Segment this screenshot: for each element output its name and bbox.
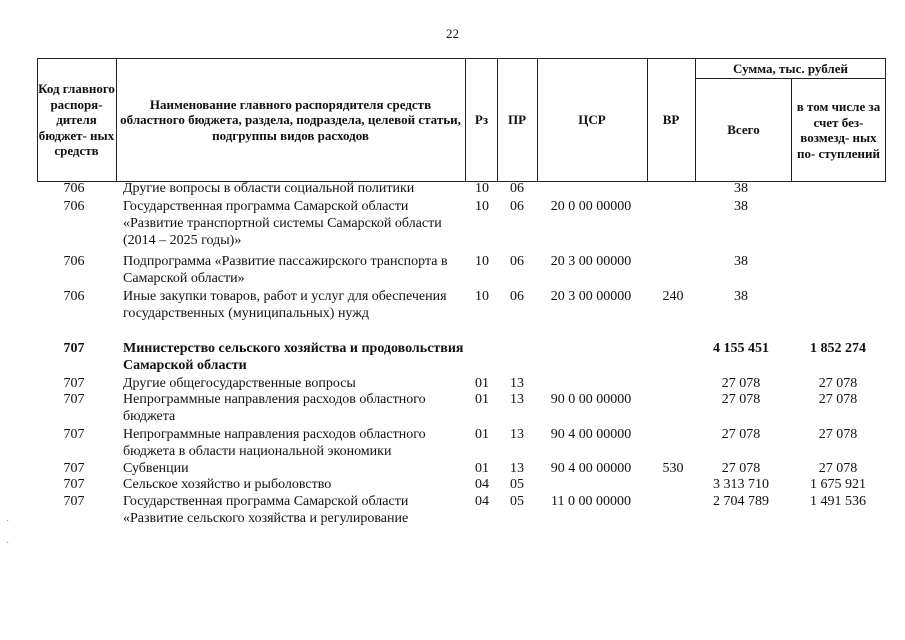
row-pr: 13 (510, 461, 524, 476)
row-csr: 90 0 00 00000 (550, 392, 632, 407)
page-number: 22 (446, 26, 459, 41)
row-rz: 01 (475, 376, 489, 391)
row-vr: 240 (662, 289, 684, 304)
header-total: Всего (727, 122, 760, 138)
header-rz: Рз (474, 112, 489, 128)
row-csr: 90 4 00 00000 (550, 461, 632, 476)
row-pr: 13 (510, 427, 524, 442)
row-total: 38 (734, 199, 748, 214)
row-rz: 01 (475, 392, 489, 407)
row-name: Подпрограмма «Развитие пассажирского транспорта в Самарской области» (123, 254, 448, 286)
row-total: 2 704 789 (713, 494, 769, 509)
row-rz: 10 (475, 199, 489, 214)
row-rz: 01 (475, 461, 489, 476)
row-name: Иные закупки товаров, работ и услуг для обеспечения государственных (муниципальных) нужд (123, 289, 447, 321)
row-total: 4 155 451 (713, 341, 769, 356)
row-rz: 04 (475, 477, 489, 492)
row-pr: 13 (510, 392, 524, 407)
row-total: 3 313 710 (713, 477, 769, 492)
row-code: 707 (63, 494, 85, 509)
row-name: Государственная программа Самарской области «Развитие транспортной системы Самарской области (2014 – 2025 годы)» (123, 199, 442, 248)
row-rz: 10 (475, 181, 489, 196)
row-name: Непрограммные направления расходов областного бюджета (123, 392, 426, 424)
scan-mark: · (6, 516, 10, 527)
row-free: 1 491 536 (810, 494, 866, 509)
row-free: 27 078 (818, 427, 858, 442)
row-total: 27 078 (721, 461, 761, 476)
table-header (37, 58, 886, 182)
row-code: 706 (63, 254, 85, 269)
row-code: 707 (63, 461, 85, 476)
row-free: 27 078 (818, 392, 858, 407)
header-vr: ВР (662, 112, 680, 128)
row-code: 707 (63, 477, 85, 492)
row-csr: 90 4 00 00000 (550, 427, 632, 442)
row-name: Государственная программа Самарской области «Развитие сельского хозяйства и регулирование (123, 494, 409, 526)
row-free: 1 852 274 (810, 341, 866, 356)
row-code: 706 (63, 199, 85, 214)
row-csr: 20 0 00 00000 (550, 199, 632, 214)
row-pr: 05 (510, 477, 524, 492)
header-free: в том числе за счет без- возмезд- ных по- ступлений (796, 99, 881, 161)
row-pr: 13 (510, 376, 524, 391)
row-rz: 01 (475, 427, 489, 442)
row-pr: 06 (510, 199, 524, 214)
row-code: 707 (63, 427, 85, 442)
row-total: 38 (734, 181, 748, 196)
col-border (885, 58, 886, 182)
row-rz: 04 (475, 494, 489, 509)
row-total: 27 078 (721, 376, 761, 391)
row-pr: 06 (510, 289, 524, 304)
row-total: 27 078 (721, 392, 761, 407)
row-total: 38 (734, 254, 748, 269)
row-name: Непрограммные направления расходов областного бюджета в области национальной экономики (123, 427, 426, 459)
row-name: Субвенции (123, 461, 189, 476)
row-free: 27 078 (818, 376, 858, 391)
scan-mark: · (6, 538, 10, 549)
row-name: Другие вопросы в области социальной политики (123, 181, 415, 196)
row-csr: 20 3 00 00000 (550, 289, 632, 304)
row-name: Другие общегосударственные вопросы (123, 376, 356, 391)
row-name: Сельское хозяйство и рыболовство (123, 477, 332, 492)
row-total: 38 (734, 289, 748, 304)
row-code: 707 (63, 392, 85, 407)
row-code: 706 (63, 289, 85, 304)
row-free: 1 675 921 (810, 477, 866, 492)
row-pr: 05 (510, 494, 524, 509)
header-csr: ЦСР (578, 112, 606, 128)
row-pr: 06 (510, 254, 524, 269)
row-free: 27 078 (818, 461, 858, 476)
header-pr: ПР (507, 112, 527, 128)
row-code: 707 (63, 376, 85, 391)
header-sum: Сумма, тыс. рублей (733, 60, 848, 76)
header-code: Код главного распоря- дителя бюджет- ных средств (38, 81, 115, 159)
row-total: 27 078 (721, 427, 761, 442)
header-name: Наименование главного распорядителя средств областного бюджета, раздела, подраздела, целевой статьи, подгруппы видов расходов (120, 96, 461, 143)
row-vr: 530 (662, 461, 684, 476)
row-code: 706 (63, 181, 85, 196)
row-name: Министерство сельского хозяйства и продовольствия Самарской области (123, 341, 464, 373)
row-pr: 06 (510, 181, 524, 196)
row-csr: 20 3 00 00000 (550, 254, 632, 269)
row-rz: 10 (475, 289, 489, 304)
row-csr: 11 0 00 00000 (551, 494, 631, 509)
row-code: 707 (63, 341, 85, 356)
row-rz: 10 (475, 254, 489, 269)
